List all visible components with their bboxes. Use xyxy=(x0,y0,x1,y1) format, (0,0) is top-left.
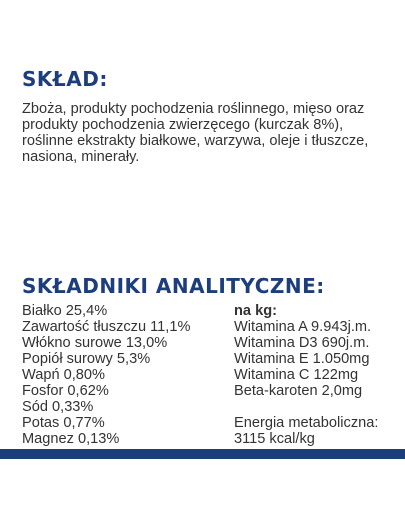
constituent-phosphorus: Fosfor 0,62% xyxy=(22,383,109,399)
spacer xyxy=(234,399,399,415)
energy-value: 3115 kcal/kg xyxy=(234,431,315,447)
vitamin-d3: Witamina D3 690j.m. xyxy=(234,335,370,351)
vitamin-c: Witamina C 122mg xyxy=(234,367,359,383)
constituent-sodium: Sód 0,33% xyxy=(22,399,94,415)
constituent-protein: Białko 25,4% xyxy=(22,303,108,319)
constituent-ash: Popiół surowy 5,3% xyxy=(22,351,151,367)
analytical-constituents-heading: SKŁADNIKI ANALITYCZNE: xyxy=(22,274,325,298)
vitamin-e: Witamina E 1.050mg xyxy=(234,351,370,367)
constituent-potassium: Potas 0,77% xyxy=(22,415,105,431)
additives-list xyxy=(234,303,399,447)
per-kg-label: na kg: xyxy=(234,303,277,319)
constituent-magnesium: Magnez 0,13% xyxy=(22,431,120,447)
constituent-calcium: Wapń 0,80% xyxy=(22,367,106,383)
constituent-fibre: Włókno surowe 13,0% xyxy=(22,335,168,351)
composition-heading: SKŁAD: xyxy=(22,67,108,91)
constituents-list xyxy=(22,303,227,447)
bottom-accent-bar xyxy=(0,449,405,459)
vitamin-a: Witamina A 9.943j.m. xyxy=(234,319,372,335)
energy-label: Energia metaboliczna: xyxy=(234,415,379,431)
composition-text: Zboża, produkty pochodzenia roślinnego, mięso oraz produkty pochodzenia zwierzęcego (kurczak 8%), roślinne ekstrakty białkowe, warzywa, oleje i tłuszcze, nasiona, minerały. xyxy=(22,101,369,165)
constituent-fat: Zawartość tłuszczu 11,1% xyxy=(22,319,191,335)
beta-carotene: Beta-karoten 2,0mg xyxy=(234,383,363,399)
